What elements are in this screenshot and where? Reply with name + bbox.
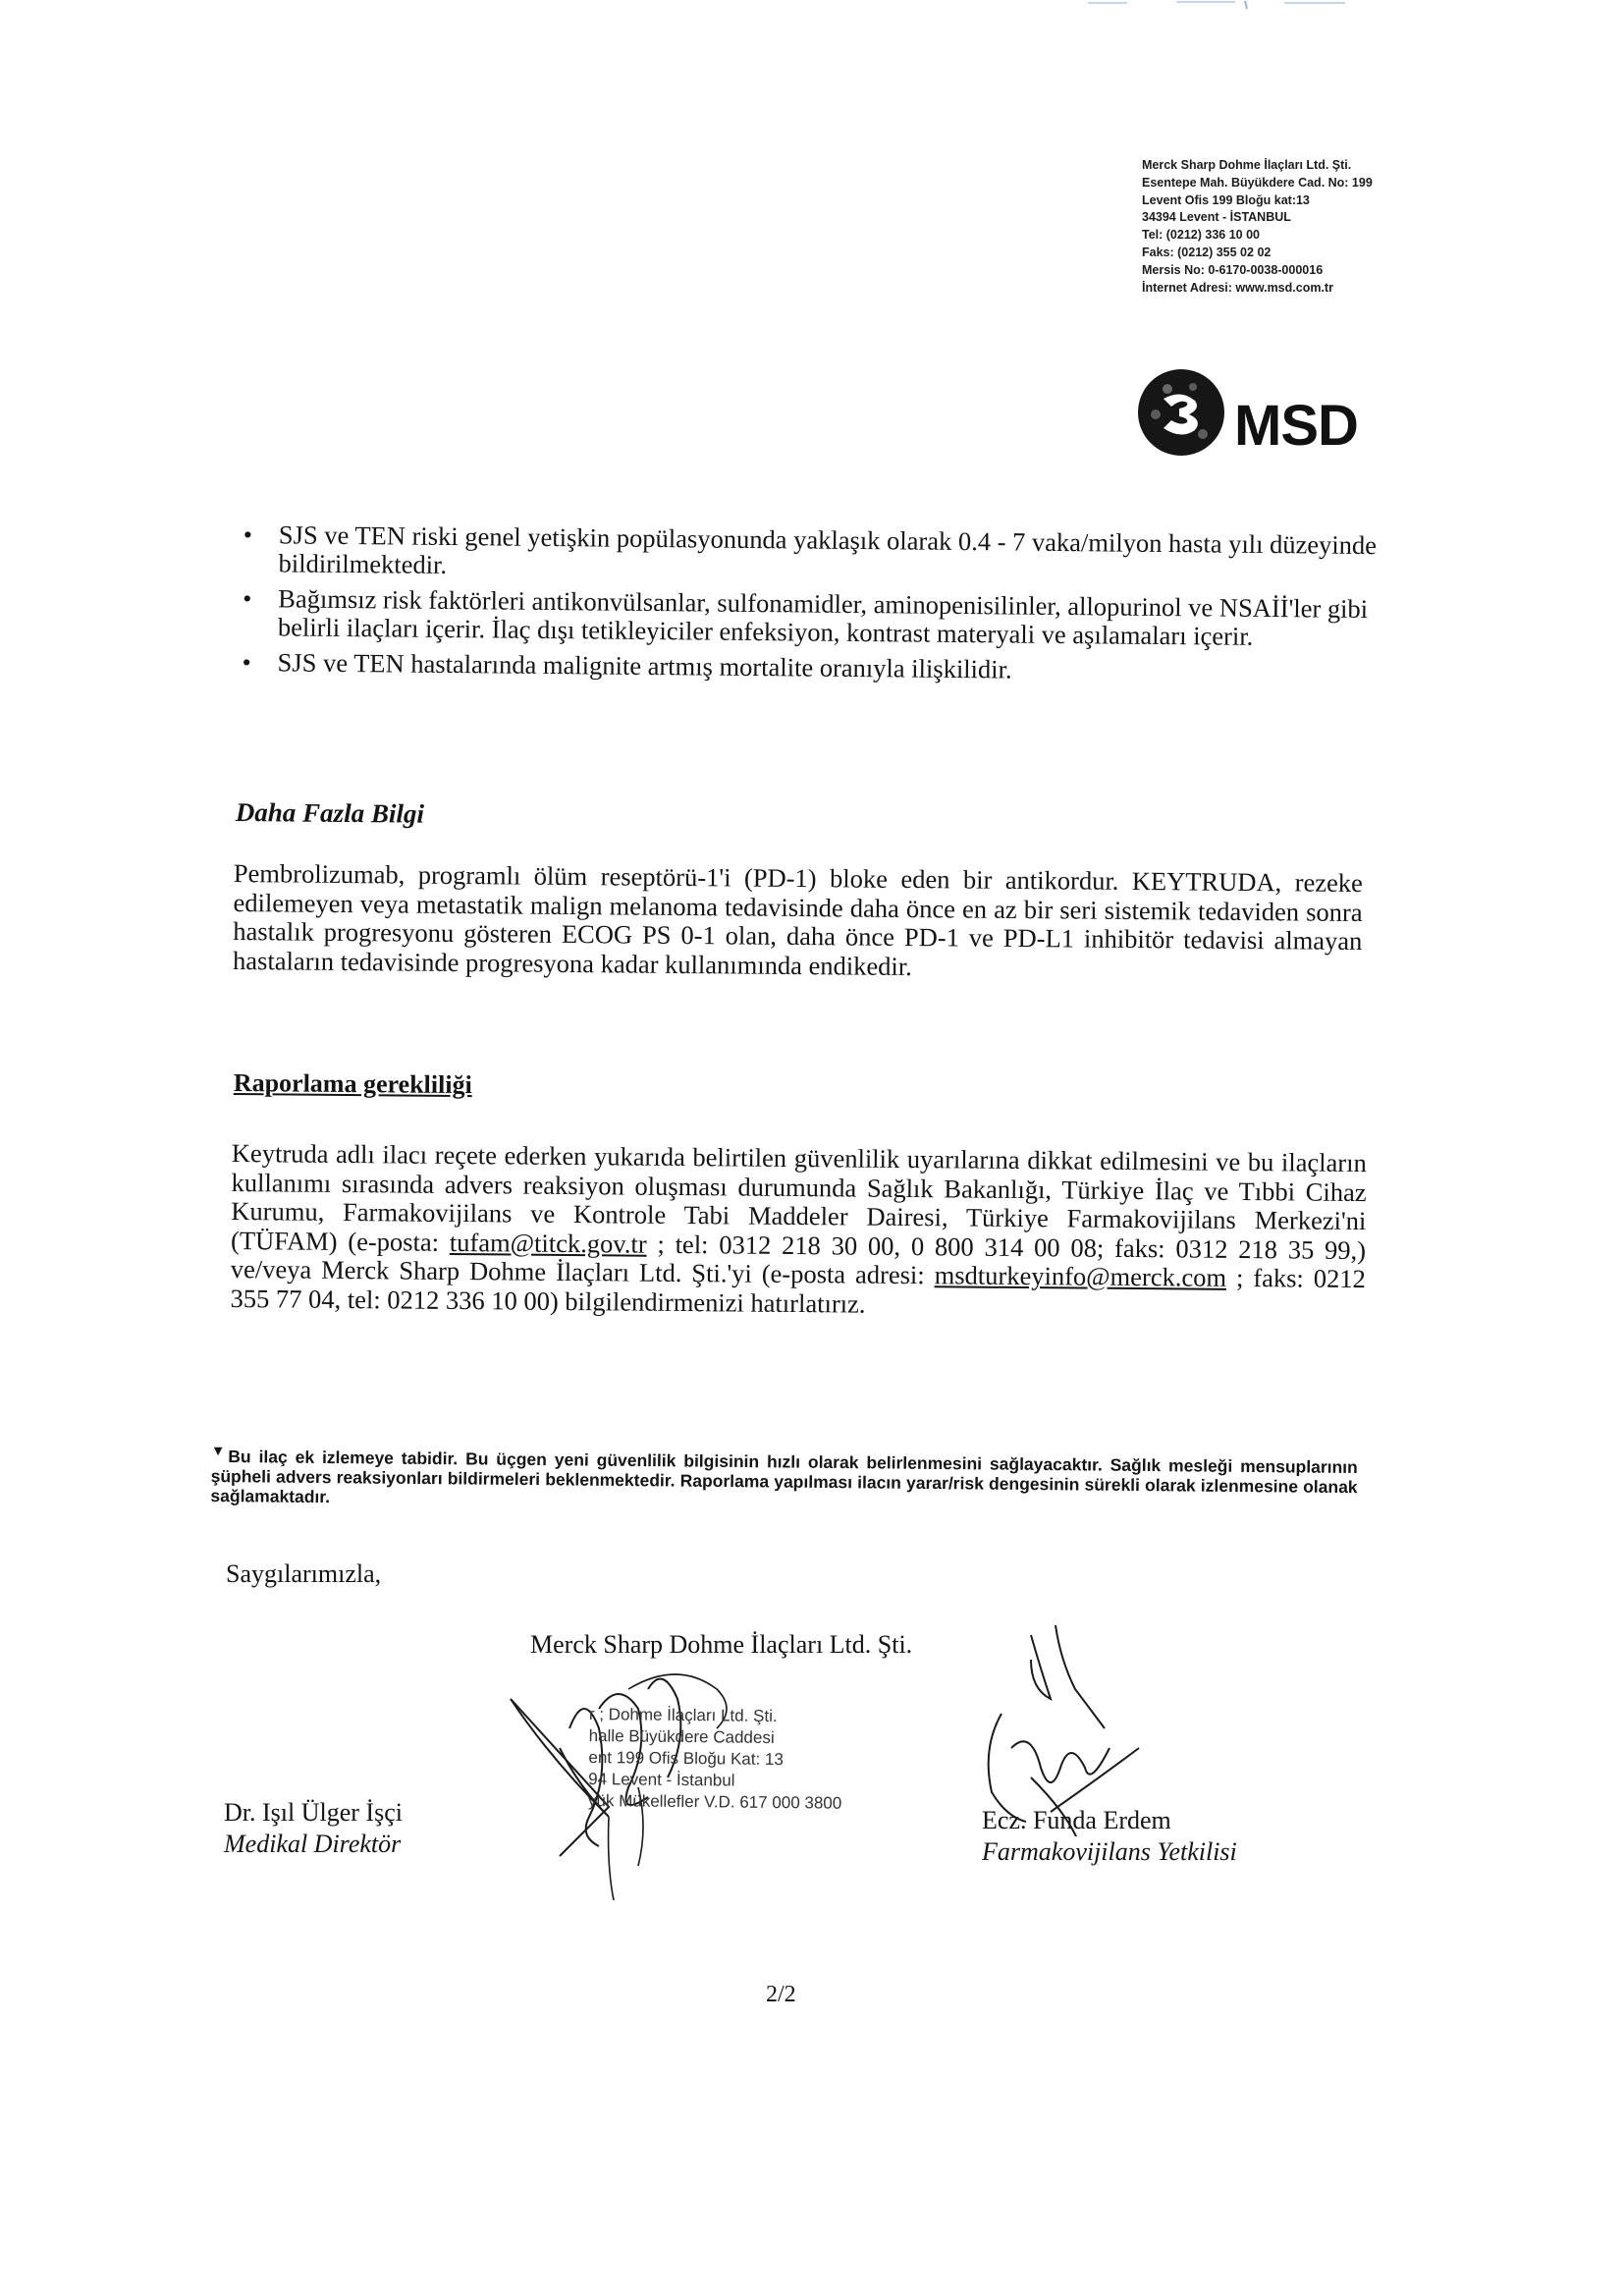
reporting-heading: Raporlama gerekliliği	[233, 1068, 472, 1100]
stamp-line: halle Büyükdere Caddesi	[588, 1725, 775, 1747]
page-number: 2/2	[766, 1982, 796, 2007]
logo-text: MSD	[1234, 394, 1358, 458]
signatory-title: Farmakovijilans Yetkilisi	[982, 1837, 1237, 1866]
msd-email-link[interactable]: msdturkeyinfo@merck.com	[934, 1260, 1227, 1292]
address-line: Merck Sharp Dohme İlaçları Ltd. Şti.	[1142, 158, 1352, 172]
company-stamp	[588, 1704, 842, 1815]
bullet-item: • SJS ve TEN riski genel yetişkin popülasyonunda yaklaşık olarak 0.4 - 7 vaka/milyon hasta yılı düzeyinde bildirilmektedir.	[243, 520, 1382, 588]
scan-mark	[1088, 0, 1353, 10]
tufam-email-link[interactable]: tufam@titck.gov.tr	[449, 1227, 647, 1259]
pharmacovigilance-officer-block	[982, 1805, 1237, 1868]
safety-bullets	[242, 520, 1382, 694]
reporting-text: ; tel: 0312 218 30 00, 0 800 314 00 08; faks: 0312 218 35 99,) ve/veya Merck Sharp Dohme İlaçları Ltd. Şti.'yi (e-posta adresi:	[230, 1229, 1367, 1290]
signatory-name: Ecz. Funda Erdem	[982, 1806, 1171, 1834]
more-info-heading: Daha Fazla Bilgi	[235, 797, 425, 829]
address-line: İnternet Adresi: www.msd.com.tr	[1142, 280, 1333, 295]
footnote	[210, 1442, 1358, 1516]
address-line: Esentepe Mah. Büyükdere Cad. No: 199	[1142, 175, 1373, 190]
bullet-item: • Bağımsız risk faktörleri antikonvülsanlar, sulfonamidler, aminopenisilinler, allopurinol ve NSAİİ'ler gibi belirli ilaçları içerir. İlaç dışı tetikleyiciler enfeksiyon, kontrast materyali ve aşılamaları içerir.	[243, 584, 1382, 652]
company-signature-line: Merck Sharp Dohme İlaçları Ltd. Şti.	[530, 1630, 913, 1659]
address-line: Mersis No: 0-6170-0038-000016	[1142, 262, 1324, 277]
signatory-name: Dr. Işıl Ülger İşçi	[224, 1798, 403, 1827]
msd-logo	[1134, 365, 1429, 473]
closing-salutation: Saygılarımızla,	[226, 1559, 382, 1588]
signatory-title: Medikal Direktör	[224, 1830, 402, 1858]
company-address-block	[1142, 157, 1373, 297]
reporting-text: ; faks: 0212 355 77 04, tel: 0212 336 10 00) bilgilendirmenizi hatırlatırız.	[230, 1262, 1366, 1319]
pharmacovigilance-signature	[933, 1620, 1149, 1836]
stamp-line: ent 199 Ofis Bloğu Kat: 13	[588, 1747, 784, 1770]
msd-logo-icon	[1134, 365, 1228, 460]
black-triangle-icon: ▼	[210, 1443, 229, 1460]
footnote-text: Bu ilaç ek izlemeye tabidir. Bu üçgen yeni güvenlilik bilgisinin hızlı olarak belirlenmesini sağlayacaktır. Sağlık mesleği mensuplarının şüpheli advers reaksiyonları bildirmeleri beklenmektedir. Raporlama yapılması ilacın yarar/risk dengesinin sürekli olarak izlenmesine olanak sağlamaktadır.	[210, 1446, 1358, 1506]
medical-director-block	[224, 1797, 403, 1860]
address-line: Faks: (0212) 355 02 02	[1142, 245, 1272, 259]
bullet-item: • SJS ve TEN hastalarında malignite artmış mortalite oranıyla ilişkilidir.	[242, 648, 1380, 687]
address-line: Tel: (0212) 336 10 00	[1142, 228, 1260, 243]
reporting-paragraph	[230, 1139, 1367, 1323]
more-info-paragraph: Pembrolizumab, programlı ölüm reseptörü-1'i (PD-1) bloke eden bir antikordur. KEYTRUDA, rezeke edilemeyen veya metastatik malign melanoma tedavisinde daha önce en az bir seri sistemik tedaviden sonra hastalık progresyonu gösteren ECOG PS 0-1 olan, daha önce PD-1 ve PD-L1 inhibitör tedavisi almayan hastaların tedavisinde progresyona kadar kullanımında endikedir.	[232, 858, 1363, 981]
stamp-line: yük Mükellefler V.D. 617 000 3800	[587, 1790, 842, 1813]
stamp-line: r ; Dohme İlaçları Ltd. Şti.	[588, 1705, 778, 1726]
address-line: Levent Ofis 199 Bloğu kat:13	[1142, 192, 1310, 207]
reporting-text: Keytruda adlı ilacı reçete ederken yukarıda belirtilen güvenlilik uyarılarına dikkat edilmesini ve bu ilaçların kullanımı sırasında advers reaksiyon oluşması durumunda Sağlık Bakanlığı, Türkiye İlaç ve Tıbbi Cihaz Kurumu, Farmakovijilans ve Kontrole Tabi Maddeler Dairesi, Türkiye Farmakovijilans Merkezi'ni (TÜFAM) (e-posta:	[230, 1138, 1367, 1257]
address-line: 34394 Levent - İSTANBUL	[1142, 210, 1291, 225]
stamp-line: 94 Levent - İstanbul	[588, 1769, 735, 1790]
